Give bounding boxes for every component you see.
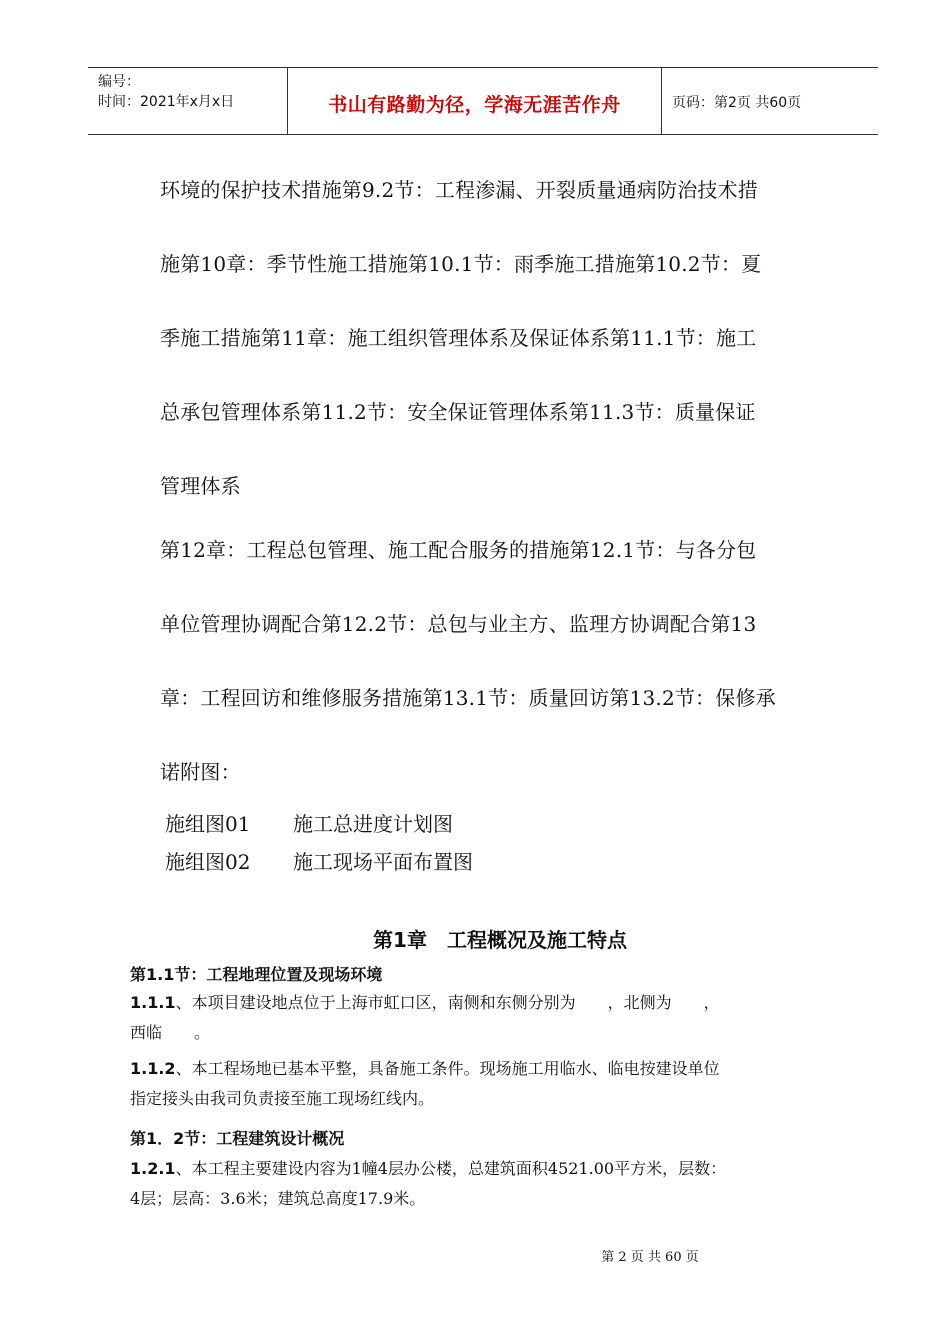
section-title: 第1．2节：工程建筑设计概况: [130, 1129, 345, 1148]
figure-code: 施组图01: [165, 812, 251, 836]
paragraph: [130, 1054, 850, 1114]
paragraph: [130, 1154, 850, 1214]
header-motto: 书山有路勤为径，学海无涯苦作舟: [328, 94, 621, 116]
paragraph-text: 西临 。: [130, 1023, 211, 1042]
toc-line: 环境的保护技术措施第9.2节：工程渗漏、开裂质量通病防治技术措: [160, 178, 759, 202]
figure-code: 施组图02: [165, 850, 251, 874]
paragraph-number: 1.2.1: [130, 1159, 176, 1178]
header-motto-cell: [288, 68, 662, 134]
page-footer: 第 2 页 共 60 页: [601, 1250, 699, 1265]
figure-title: 施工总进度计划图: [293, 812, 453, 836]
section-title: 第1.1节：工程地理位置及现场环境: [130, 965, 383, 984]
figure-item: [165, 808, 453, 837]
header-page-cell: [662, 68, 878, 134]
paragraph-text: 、本项目建设地点位于上海市虹口区，南侧和东侧分别为 ，北侧为 ，: [175, 993, 720, 1012]
toc-line: 总承包管理体系第11.2节：安全保证管理体系第11.3节：质量保证: [160, 400, 756, 424]
paragraph-text: 4层；层高：3.6米；建筑总高度17.9米。: [130, 1189, 426, 1208]
toc-line: 施第10章：季节性施工措施第10.1节：雨季施工措施第10.2节：夏: [160, 252, 762, 276]
chapter-title: 第1章 工程概况及施工特点: [373, 928, 627, 952]
paragraph-text: 、本工程场地已基本平整，具备施工条件。现场施工用临水、临电按建设单位: [175, 1059, 720, 1078]
paragraph-number: 1.1.1: [130, 993, 176, 1012]
page-header: [88, 67, 878, 135]
paragraph-number: 1.1.2: [130, 1059, 176, 1078]
toc-line: 诺附图：: [160, 760, 241, 784]
header-page-number: 页码：第2页 共60页: [672, 95, 802, 111]
toc-line: 第12章：工程总包管理、施工配合服务的措施第12.1节：与各分包: [160, 538, 757, 562]
doc-time: 时间：2021年x月x日: [98, 94, 235, 110]
paragraph: [130, 988, 850, 1048]
paragraph-text: 、本工程主要建设内容为1幢4层办公楼，总建筑面积4521.00平方米，层数：: [175, 1159, 727, 1178]
toc-line: 管理体系: [160, 474, 241, 498]
toc-line: 单位管理协调配合第12.2节：总包与业主方、监理方协调配合第13: [160, 612, 757, 636]
header-meta-cell: [88, 68, 288, 134]
doc-number: 编号：: [98, 74, 140, 90]
figure-title: 施工现场平面布置图: [293, 850, 473, 874]
figure-item: [165, 846, 473, 875]
toc-line: 季施工措施第11章：施工组织管理体系及保证体系第11.1节：施工: [160, 326, 757, 350]
paragraph-text: 指定接头由我司负责接至施工现场红线内。: [130, 1089, 435, 1108]
toc-line: 章：工程回访和维修服务措施第13.1节：质量回访第13.2节：保修承: [160, 686, 776, 710]
